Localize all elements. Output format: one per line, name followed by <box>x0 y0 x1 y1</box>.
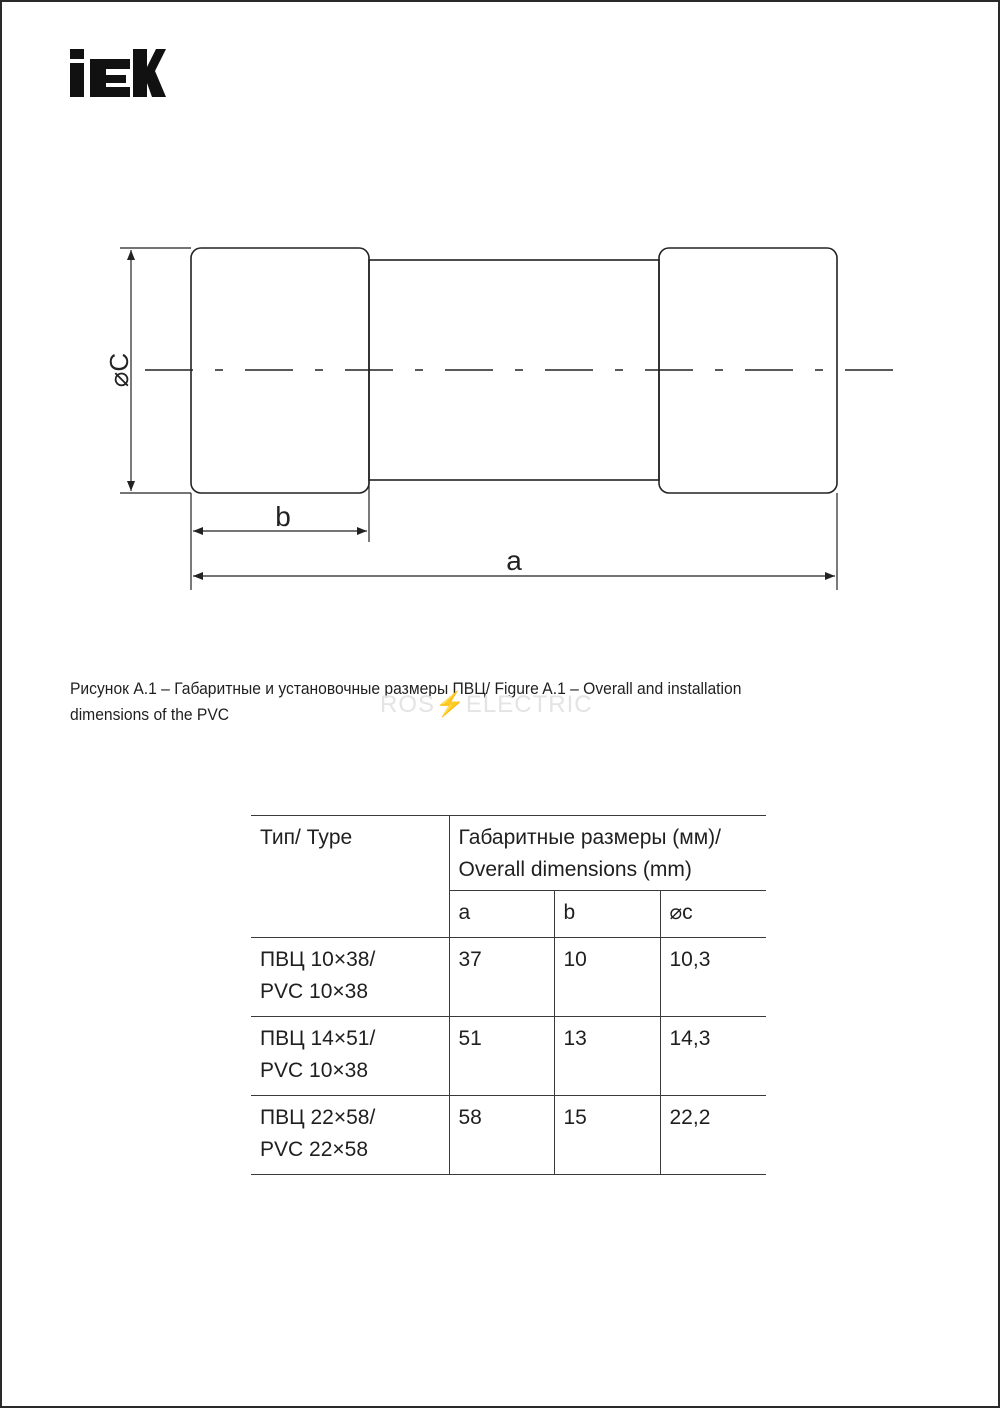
row-c: 10,3 <box>660 938 766 1017</box>
header-dimensions: Габаритные размеры (мм)/ Overall dimensions (mm) <box>449 816 766 891</box>
watermark <box>380 690 593 719</box>
row-b: 13 <box>554 1017 660 1096</box>
row-b: 15 <box>554 1096 660 1175</box>
table-row <box>251 1017 766 1096</box>
header-type: Тип/ Type <box>251 816 449 938</box>
row-c: 14,3 <box>660 1017 766 1096</box>
header-col-c: ⌀c <box>660 891 766 938</box>
row-c: 22,2 <box>660 1096 766 1175</box>
a-label: a <box>506 545 522 576</box>
row-b: 10 <box>554 938 660 1017</box>
b-label: b <box>275 501 291 532</box>
caption-line-1: Рисунок А.1 – Габаритные и установочные размеры ПВЦ/ Figure A.1 – Overall and installation <box>70 679 742 698</box>
table-row <box>251 1096 766 1175</box>
row-a: 37 <box>449 938 554 1017</box>
dimensions-table <box>251 815 766 1175</box>
row-a: 51 <box>449 1017 554 1096</box>
diameter-label: ⌀C <box>104 352 134 388</box>
caption-line-2: dimensions of the PVC <box>70 705 230 724</box>
row-a: 58 <box>449 1096 554 1175</box>
table-header-row <box>251 816 766 891</box>
watermark-bolt-icon: ⚡ <box>435 691 466 718</box>
table-row <box>251 938 766 1017</box>
row-type: ПВЦ 22×58/ PVC 22×58 <box>251 1096 449 1175</box>
watermark-left: ROS <box>380 691 436 718</box>
fuse-dimension-drawing <box>2 2 1000 662</box>
header-col-b: b <box>554 891 660 938</box>
row-type: ПВЦ 14×51/ PVC 10×38 <box>251 1017 449 1096</box>
header-col-a: a <box>449 891 554 938</box>
watermark-right: ELECTRIC <box>465 691 593 718</box>
row-type: ПВЦ 10×38/ PVC 10×38 <box>251 938 449 1017</box>
